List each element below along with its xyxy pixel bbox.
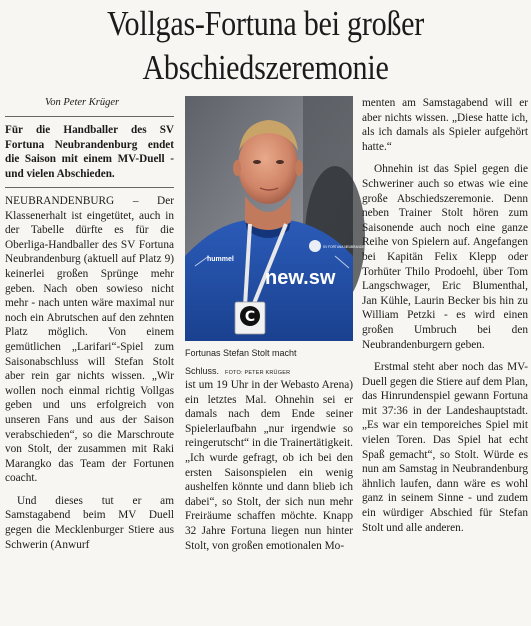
article-headline <box>37 2 494 90</box>
headline-line-2: Abschiedszeremonie <box>142 48 389 87</box>
headline-line-1: Vollgas-Fortuna bei großer <box>106 4 425 43</box>
body-paragraph-5: Ohnehin ist das Spiel gegen die Schweriner auch so etwas wie eine große Abschiedszeremonie. Denn neben Trainer Stolt hören zum Saisonende auch noch eine ganze Reihe von Spielern auf. Angefangen bei Kapitän Felix Klepp oder Torhüter Thilo Prodoehl, über Tom Langschwager, Eric Blumenthal, Jan Kühle, Laurin Becker bis hin zu William Petzki - es wird einen großen Umbruch bei den Neubrandenburgern geben. <box>362 163 528 351</box>
byline-divider <box>5 116 174 117</box>
article-column-3 <box>362 96 528 535</box>
body-paragraph-2: Und dieses tut er am Samstagabend beim MV Duell gegen die Mecklenburger Stiere aus Schwerin (Anwurf <box>5 494 174 551</box>
coach-photo <box>185 96 376 341</box>
badge-letter: C <box>244 309 256 325</box>
photo-caption: Fortunas Stefan Stolt macht Schluss. <box>185 348 297 376</box>
dateline: NEUBRANDENBURG <box>5 195 115 207</box>
article-lead: Für die Handballer des SV Fortuna Neubrandenburg endet die Saison mit einem MV-Duell - und vielen Abschieden. <box>5 124 174 180</box>
shirt-brand-text: hummel <box>207 256 234 263</box>
article-column-2 <box>185 378 353 553</box>
body-paragraph-4: menten am Samstagabend will er aber nichts wissen. „Diese hatte ich, als ich damals als Spieler aufgehört hatte.“ <box>362 97 528 153</box>
lead-divider <box>5 187 174 188</box>
photo-caption-block <box>185 343 353 379</box>
club-crest-text: SV FORTUNA NEUBRANDENBURG <box>323 245 376 249</box>
photo-credit: FOTO: PETER KRÜGER <box>225 370 291 376</box>
body-paragraph-6: Erstmal steht aber noch das MV-Duell gegen die Stiere auf dem Plan, das Hinrundenspiel gewann Fortuna mit 37:36 in der Landeshauptstadt. „Es war ein temporeiches Spiel mit vielen Toren. Das Spiel hat echt Spaß gemacht“, so Stolt. Würde es nun am Samstag in Neubrandenburg ähnlich laufen, dann wäre es wohl ganz in seinem Sinne - und zudem ein würdiger Abschied für Stefan Stolt und alle anderen. <box>362 361 528 534</box>
body-paragraph-1 <box>5 194 174 486</box>
article-column-1 <box>5 96 174 552</box>
body-paragraph-3: ist um 19 Uhr in der Webasto Arena) ein letztes Mal. Ohnehin sei er damals nach dem Ende seiner Spielerlaufbahn „nur irgendwie so reingerutscht“ in die Trainertätigkeit. „Ich wurde gefragt, ob ich bei den ersten Saisonspielen ein wenig aushelfen könnte und dann blieb ich dabei“, so Stolt, der sich nun mehr Freiräume schaffen möchte. Knapp 32 Jahre Fortuna liegen nun hinter Stolt, von großen emotionalen Mo- <box>185 379 353 552</box>
shirt-sponsor-text: new.sw <box>265 267 336 289</box>
club-crest-icon <box>309 240 321 252</box>
author-byline: Von Peter Krüger <box>45 97 120 108</box>
body-paragraph-1-text: – Der Klassenerhalt ist eingetütet, auch in der Tabelle dürfte es für die Oberliga-Handballer des SV Fortuna Neubrandenburg (aktuell auf Platz 9) keinerlei großen Sprünge mehr geben. Nach oben sowieso nicht mehr - nach unten wäre maximal nur noch ein Abrutschen auf den zehnten Platz möglich. Von einem gemütlichen „Larifari“-Spiel zum Saisonabschluss will Stefan Stolt aber rein gar nichts wissen. „Wir wollen noch einmal richtig Vollgas geben und uns erfolgreich von unseren Fans und aus der Saison verabschieden“, so die Marschroute von Stolt, der zusammen mit Raki Marangko das Team der Fortunen coacht. <box>5 195 174 485</box>
